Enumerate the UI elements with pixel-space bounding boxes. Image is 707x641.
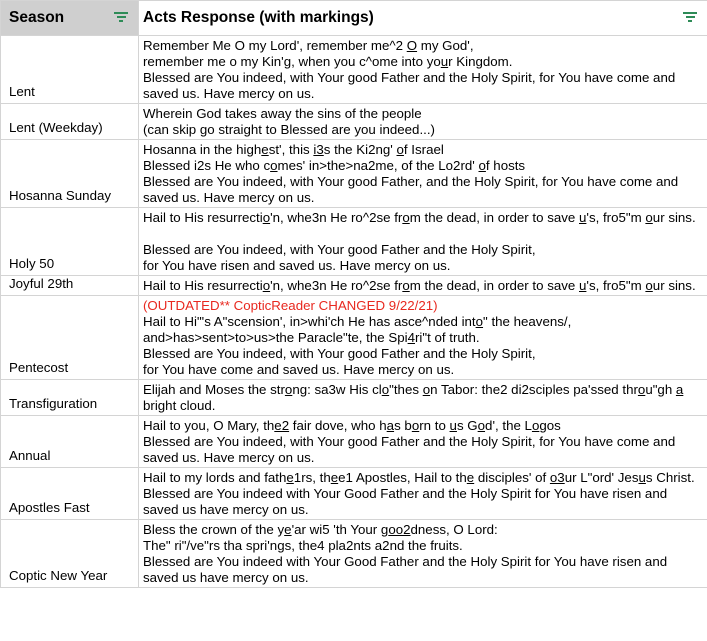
marked-syllable: o [284,382,293,397]
response-line [143,434,702,466]
text-segment: Hail to my lords and fath [143,470,287,485]
text-segment: Blessed are You indeed with Your Good Father and the Holy Spirit for You have risen and saved us have mercy on us. [143,554,668,585]
column-header-season-label: Season [9,9,65,26]
response-line [143,54,702,70]
marked-syllable: o [402,278,410,293]
text-segment: Blessed are You indeed, with Your good Father, and the Holy Spirit, for You have come and saved us. Have mercy on us. [143,174,679,205]
text-segment: n Tabor: the2 di2sciples pa'ssed thr [430,382,638,397]
marked-syllable: a [386,418,395,433]
response-line [143,174,702,206]
table-row [1,36,707,104]
marked-syllable: o [645,210,653,225]
marked-syllable: o [478,158,486,173]
marked-syllable: e [286,470,294,485]
response-line [143,554,702,586]
marked-syllable: e [330,470,339,485]
marked-syllable: o [475,314,484,329]
text-segment: mes' in>the>na2me, of the Lo2rd' [277,158,479,173]
marked-syllable: o [637,382,646,397]
marked-syllable: o [396,142,404,157]
response-line [143,70,702,102]
marked-syllable: u [579,210,587,225]
outdated-note [143,298,702,314]
response-line [143,538,702,554]
text-segment: m the dead, in order to save [409,278,579,293]
marked-syllable: o [262,278,271,293]
marked-syllable: e2 [274,418,290,433]
text-segment: disciples' of [474,470,550,485]
filter-icon[interactable] [113,12,129,24]
column-header-acts-response-label: Acts Response (with markings) [143,9,374,26]
marked-syllable: o [422,382,431,397]
response-cell[interactable] [139,416,707,468]
text-segment: st', this [268,142,314,157]
response-cell[interactable] [139,104,707,140]
season-cell[interactable]: Transfiguration [1,380,139,416]
text-segment: ri"t of truth. [414,330,480,345]
text-segment: r Kingdom. [448,54,513,69]
response-line [143,314,702,330]
column-header-season[interactable] [1,1,139,36]
response-cell[interactable] [139,208,707,276]
response-line [143,242,702,258]
text-segment: 'ar wi5 'th Your g [291,522,389,537]
marked-syllable: o [531,418,540,433]
marked-syllable: u [579,278,587,293]
text-segment: Hail to you, O Mary, th [143,418,275,433]
text-segment: Hosanna in the high [143,142,262,157]
text-segment: e1 Apostles, Hail to th [338,470,467,485]
marked-syllable: o [645,278,653,293]
marked-syllable: a [675,382,684,397]
text-segment: " the heavens/, [483,314,572,329]
text-segment: dness, O Lord: [410,522,498,537]
text-segment: fair dove, who h [289,418,387,433]
filter-icon[interactable] [682,12,698,24]
text-segment: for You have come and saved us. Have mercy on us. [143,362,455,377]
response-line [143,470,702,486]
response-cell[interactable] [139,380,707,416]
text-segment: "thes [389,382,423,397]
text-segment: my God', [417,38,474,53]
text-segment: Blessed are You indeed, with Your good Father and the Holy Spirit, for You have come and saved us. Have mercy on us. [143,70,676,101]
table-row [1,104,707,140]
season-cell[interactable]: Annual [1,416,139,468]
text-segment: s b [394,418,412,433]
response-line [143,330,702,346]
marked-syllable: e [466,470,475,485]
response-line [143,346,702,362]
header-row [1,1,707,36]
marked-syllable: O [406,38,418,53]
table-row [1,380,707,416]
text-segment: (can skip go straight to Blessed are you indeed...) [143,122,435,137]
text-segment: Blessed are You indeed, with Your good Father and the Holy Spirit, for You have come and saved us. Have mercy on us. [143,434,676,465]
marked-syllable: o3 [549,470,565,485]
response-line [143,362,702,378]
response-line [143,258,702,274]
text-segment: Hail to Hi"'s A"scension', in>whi'ch He has asce^nded int [143,314,476,329]
response-line [143,38,702,54]
text-segment: for You have risen and saved us. Have mercy on us. [143,258,451,273]
table-row [1,520,707,588]
response-line [143,142,702,158]
response-line [143,226,702,242]
marked-syllable: o [402,210,410,225]
table-row [1,208,707,276]
text-segment: Bless the crown of the y [143,522,285,537]
response-line [143,522,702,538]
response-cell[interactable] [139,276,707,296]
text-segment: ng: sa3w His cl [292,382,382,397]
response-line [143,418,702,434]
response-cell[interactable] [139,140,707,208]
text-segment: rn to [419,418,450,433]
season-cell[interactable]: Holy 50 [1,208,139,276]
season-cell[interactable]: Apostles Fast [1,468,139,520]
text-segment: 's, fro5"m [586,278,646,293]
text-segment: Remember Me O my Lord', remember me^2 [143,38,407,53]
marked-syllable: o [381,382,390,397]
table-row [1,468,707,520]
text-segment: m the dead, in order to save [409,210,579,225]
response-cell[interactable] [139,36,707,104]
response-cell[interactable] [139,468,707,520]
table-row [1,296,707,380]
column-header-acts-response[interactable] [139,1,707,36]
text-segment: bright cloud. [143,398,216,413]
text-segment: Hail to His resurrecti [143,278,263,293]
text-segment: Blessed i2s He who c [143,158,271,173]
text-segment: Blessed are You indeed, with Your good Father and the Holy Spirit, [143,242,536,257]
text-segment: s G [456,418,478,433]
response-line [143,106,702,122]
text-segment: (OUTDATED** CopticReader CHANGED 9/22/21) [143,298,438,313]
marked-syllable: u [449,418,457,433]
table-body [1,36,707,588]
table-row [1,416,707,468]
text-segment: Wherein God takes away the sins of the people [143,106,422,121]
marked-syllable: 4 [407,330,415,345]
text-segment: 's, fro5"m [586,210,646,225]
response-cell[interactable] [139,296,707,380]
marked-syllable: o [270,158,278,173]
text-segment: d', the L [485,418,532,433]
text-segment: u"gh [645,382,676,397]
marked-syllable: i3 [313,142,324,157]
text-segment: ur sins. [652,210,696,225]
text-segment: remember me o my Kin'g, when you c^ome into yo [143,54,441,69]
season-cell[interactable]: Joyful 29th [1,276,139,296]
text-segment: f hosts [485,158,526,173]
season-cell[interactable]: Pentecost [1,296,139,380]
marked-syllable: o [477,418,486,433]
text-segment: 'n, whe3n He ro^2se fr [270,210,403,225]
marked-syllable: e [284,522,292,537]
text-segment: Blessed are You indeed, with Your good Father and the Holy Spirit, [143,346,536,361]
response-line [143,486,702,518]
text-segment: ur L"ord' Jes [564,470,639,485]
text-segment: gos [539,418,561,433]
text-segment: 'n, whe3n He ro^2se fr [270,278,403,293]
text-segment: Elijah and Moses the str [143,382,285,397]
response-line [143,158,702,174]
text-segment: f Israel [403,142,444,157]
marked-syllable: o [262,210,271,225]
response-line [143,382,702,414]
response-line [143,210,702,226]
text-segment: Blessed are You indeed with Your Good Father and the Holy Spirit for You have risen and saved us have mercy on us. [143,486,668,517]
text-segment: 1rs, th [293,470,331,485]
text-segment: ur sins. [652,278,696,293]
table-row [1,276,707,296]
text-segment: Hail to His resurrecti [143,210,263,225]
text-segment: and>has>sent>to>us>the Paracle"te, the Spi [143,330,408,345]
response-line [143,278,702,294]
season-cell[interactable]: Coptic New Year [1,520,139,588]
marked-syllable: oo2 [388,522,411,537]
table-row [1,140,707,208]
text-segment: s the Ki2ng' [323,142,397,157]
season-cell[interactable]: Lent [1,36,139,104]
response-cell[interactable] [139,520,707,588]
marked-syllable: u [440,54,449,69]
season-cell[interactable]: Hosanna Sunday [1,140,139,208]
season-cell[interactable]: Lent (Weekday) [1,104,139,140]
text-segment: The" ri"/ve"rs tha spri'ngs, the4 pla2nts a2nd the fruits. [143,538,463,553]
marked-syllable: o [411,418,420,433]
marked-syllable: u [638,470,646,485]
response-line [143,122,702,138]
text-segment: s Christ. [645,470,695,485]
marked-syllable: e [261,142,269,157]
